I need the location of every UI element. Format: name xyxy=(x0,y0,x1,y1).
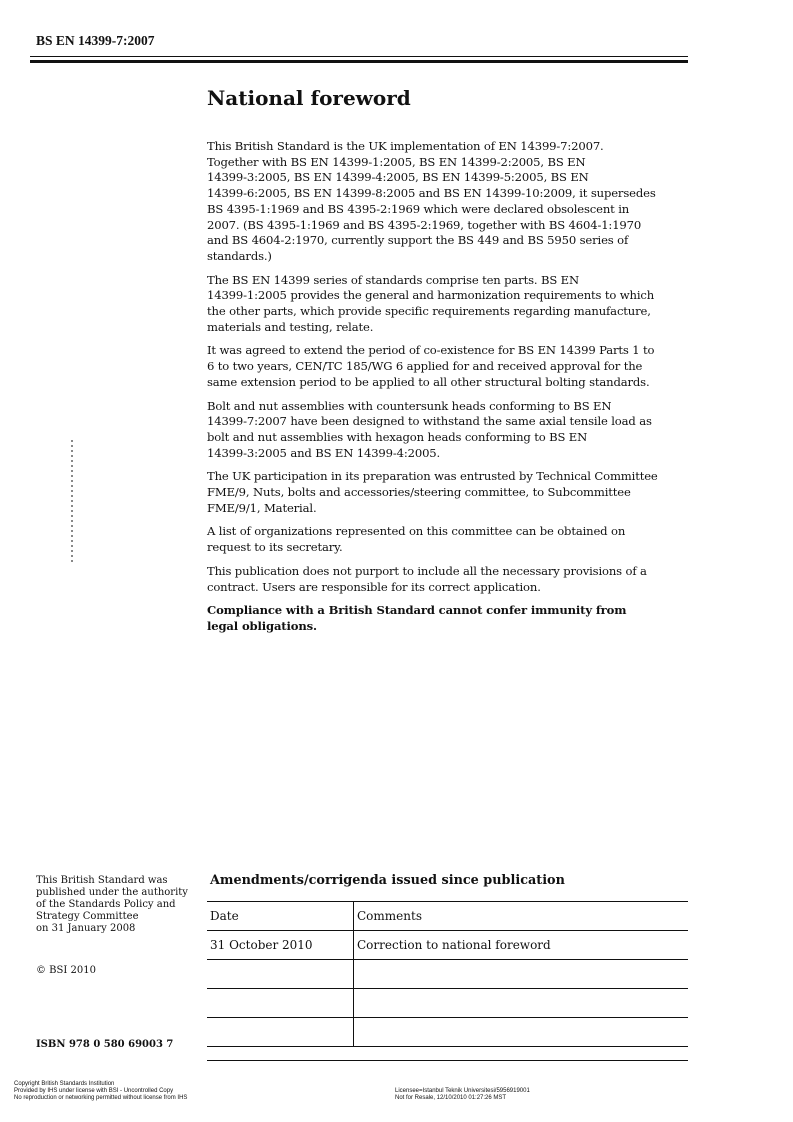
text-line: on 31 January 2008 xyxy=(36,923,136,934)
text-line: The BS EN 14399 series of standards comprise ten parts. BS EN xyxy=(207,272,579,287)
text-line: 14399-3:2005 and BS EN 14399-4:2005. xyxy=(207,445,441,460)
text-line: 14399-7:2007 have been designed to withstand the same axial tensile load as xyxy=(207,414,652,429)
table-header-row xyxy=(207,902,688,931)
text-line: 14399-3:2005, BS EN 14399-4:2005, BS EN 14399-5:2005, BS EN xyxy=(207,170,589,185)
footer-line: Copyright British Standards Institution xyxy=(14,1081,115,1087)
paragraph xyxy=(207,343,697,390)
footer-right xyxy=(395,1088,530,1102)
text-line: It was agreed to extend the period of co-existence for BS EN 14399 Parts 1 to xyxy=(207,343,655,358)
comment-cell: Correction to national foreword xyxy=(354,931,689,960)
paragraph xyxy=(207,399,697,462)
amendments-table xyxy=(207,901,688,1047)
paragraph xyxy=(207,469,697,516)
table-row xyxy=(207,960,688,989)
column-header-comments: Comments xyxy=(354,902,689,931)
publication-note xyxy=(36,875,196,935)
text-line: Bolt and nut assemblies with countersunk heads conforming to BS EN xyxy=(207,398,612,413)
footer-left xyxy=(14,1081,187,1102)
text-line: Strategy Committee xyxy=(36,911,139,922)
compliance-notice xyxy=(207,603,697,634)
text-line: same extension period to be applied to all other structural bolting standards. xyxy=(207,374,650,389)
comment-cell xyxy=(354,989,689,1018)
amendments-heading: Amendments/corrigenda issued since publication xyxy=(210,873,565,888)
date-cell xyxy=(207,960,354,989)
text-line: FME/9, Nuts, bolts and accessories/steering committee, to Subcommittee xyxy=(207,485,631,500)
text-line: legal obligations. xyxy=(207,618,317,633)
text-line: The UK participation in its preparation was entrusted by Technical Committee xyxy=(207,469,658,484)
table-row xyxy=(207,931,688,960)
page-title: National foreword xyxy=(207,86,411,110)
text-line: standards.) xyxy=(207,248,272,263)
text-line: 6 to two years, CEN/TC 185/WG 6 applied for and received approval for the xyxy=(207,359,643,374)
text-line: contract. Users are responsible for its correct application. xyxy=(207,579,541,594)
text-line: This British Standard was xyxy=(36,875,168,886)
table-row xyxy=(207,1018,688,1047)
change-bar-marker xyxy=(71,440,73,562)
text-line: 2007. (BS 4395-1:1969 and BS 4395-2:1969, together with BS 4604-1:1970 xyxy=(207,217,642,232)
date-cell xyxy=(207,989,354,1018)
paragraph xyxy=(207,273,697,336)
text-line: 14399-6:2005, BS EN 14399-8:2005 and BS EN 14399-10:2009, it supersedes xyxy=(207,186,656,201)
footer-line: Provided by IHS under license with BSI - Uncontrolled Copy xyxy=(14,1088,174,1094)
text-line: of the Standards Policy and xyxy=(36,899,176,910)
text-line: This British Standard is the UK implementation of EN 14399-7:2007. xyxy=(207,139,604,153)
text-line: published under the authority xyxy=(36,887,188,898)
header-rule-thick xyxy=(30,60,688,63)
comment-cell xyxy=(354,960,689,989)
isbn: ISBN 978 0 580 69003 7 xyxy=(36,1039,174,1050)
document-id: BS EN 14399-7:2007 xyxy=(36,33,155,48)
footer-line: Licensee=Istanbul Teknik Universitesi/5956919001 xyxy=(395,1088,530,1094)
column-header-date: Date xyxy=(207,902,354,931)
text-line: request to its secretary. xyxy=(207,540,343,555)
foreword-body xyxy=(207,139,697,643)
text-line: Together with BS EN 14399-1:2005, BS EN 14399-2:2005, BS EN xyxy=(207,154,586,169)
paragraph xyxy=(207,524,697,555)
text-line: bolt and nut assemblies with hexagon heads conforming to BS EN xyxy=(207,429,588,444)
text-line: This publication does not purport to include all the necessary provisions of a xyxy=(207,563,647,578)
header-rule-thin xyxy=(30,56,688,57)
text-line: FME/9/1, Material. xyxy=(207,500,317,515)
table-row xyxy=(207,989,688,1018)
paragraph xyxy=(207,139,697,265)
text-line: materials and testing, relate. xyxy=(207,319,374,334)
footer-line: Not for Resale, 12/10/2010 01:27:26 MST xyxy=(395,1095,507,1101)
text-line: the other parts, which provide specific requirements regarding manufacture, xyxy=(207,304,651,319)
paragraph xyxy=(207,564,697,595)
comment-cell xyxy=(354,1018,689,1047)
footer-line: No reproduction or networking permitted without license from IHS xyxy=(14,1095,188,1101)
text-line: A list of organizations represented on this committee can be obtained on xyxy=(207,524,626,539)
text-line: and BS 4604-2:1970, currently support the BS 449 and BS 5950 series of xyxy=(207,233,629,248)
date-cell: 31 October 2010 xyxy=(207,931,354,960)
text-line: 14399-1:2005 provides the general and harmonization requirements to which xyxy=(207,288,655,303)
date-cell xyxy=(207,1018,354,1047)
text-line: Compliance with a British Standard cannot confer immunity from xyxy=(207,603,627,618)
bottom-rule xyxy=(207,1060,688,1061)
copyright: © BSI 2010 xyxy=(36,965,96,976)
text-line: BS 4395-1:1969 and BS 4395-2:1969 which were declared obsolescent in xyxy=(207,201,630,216)
